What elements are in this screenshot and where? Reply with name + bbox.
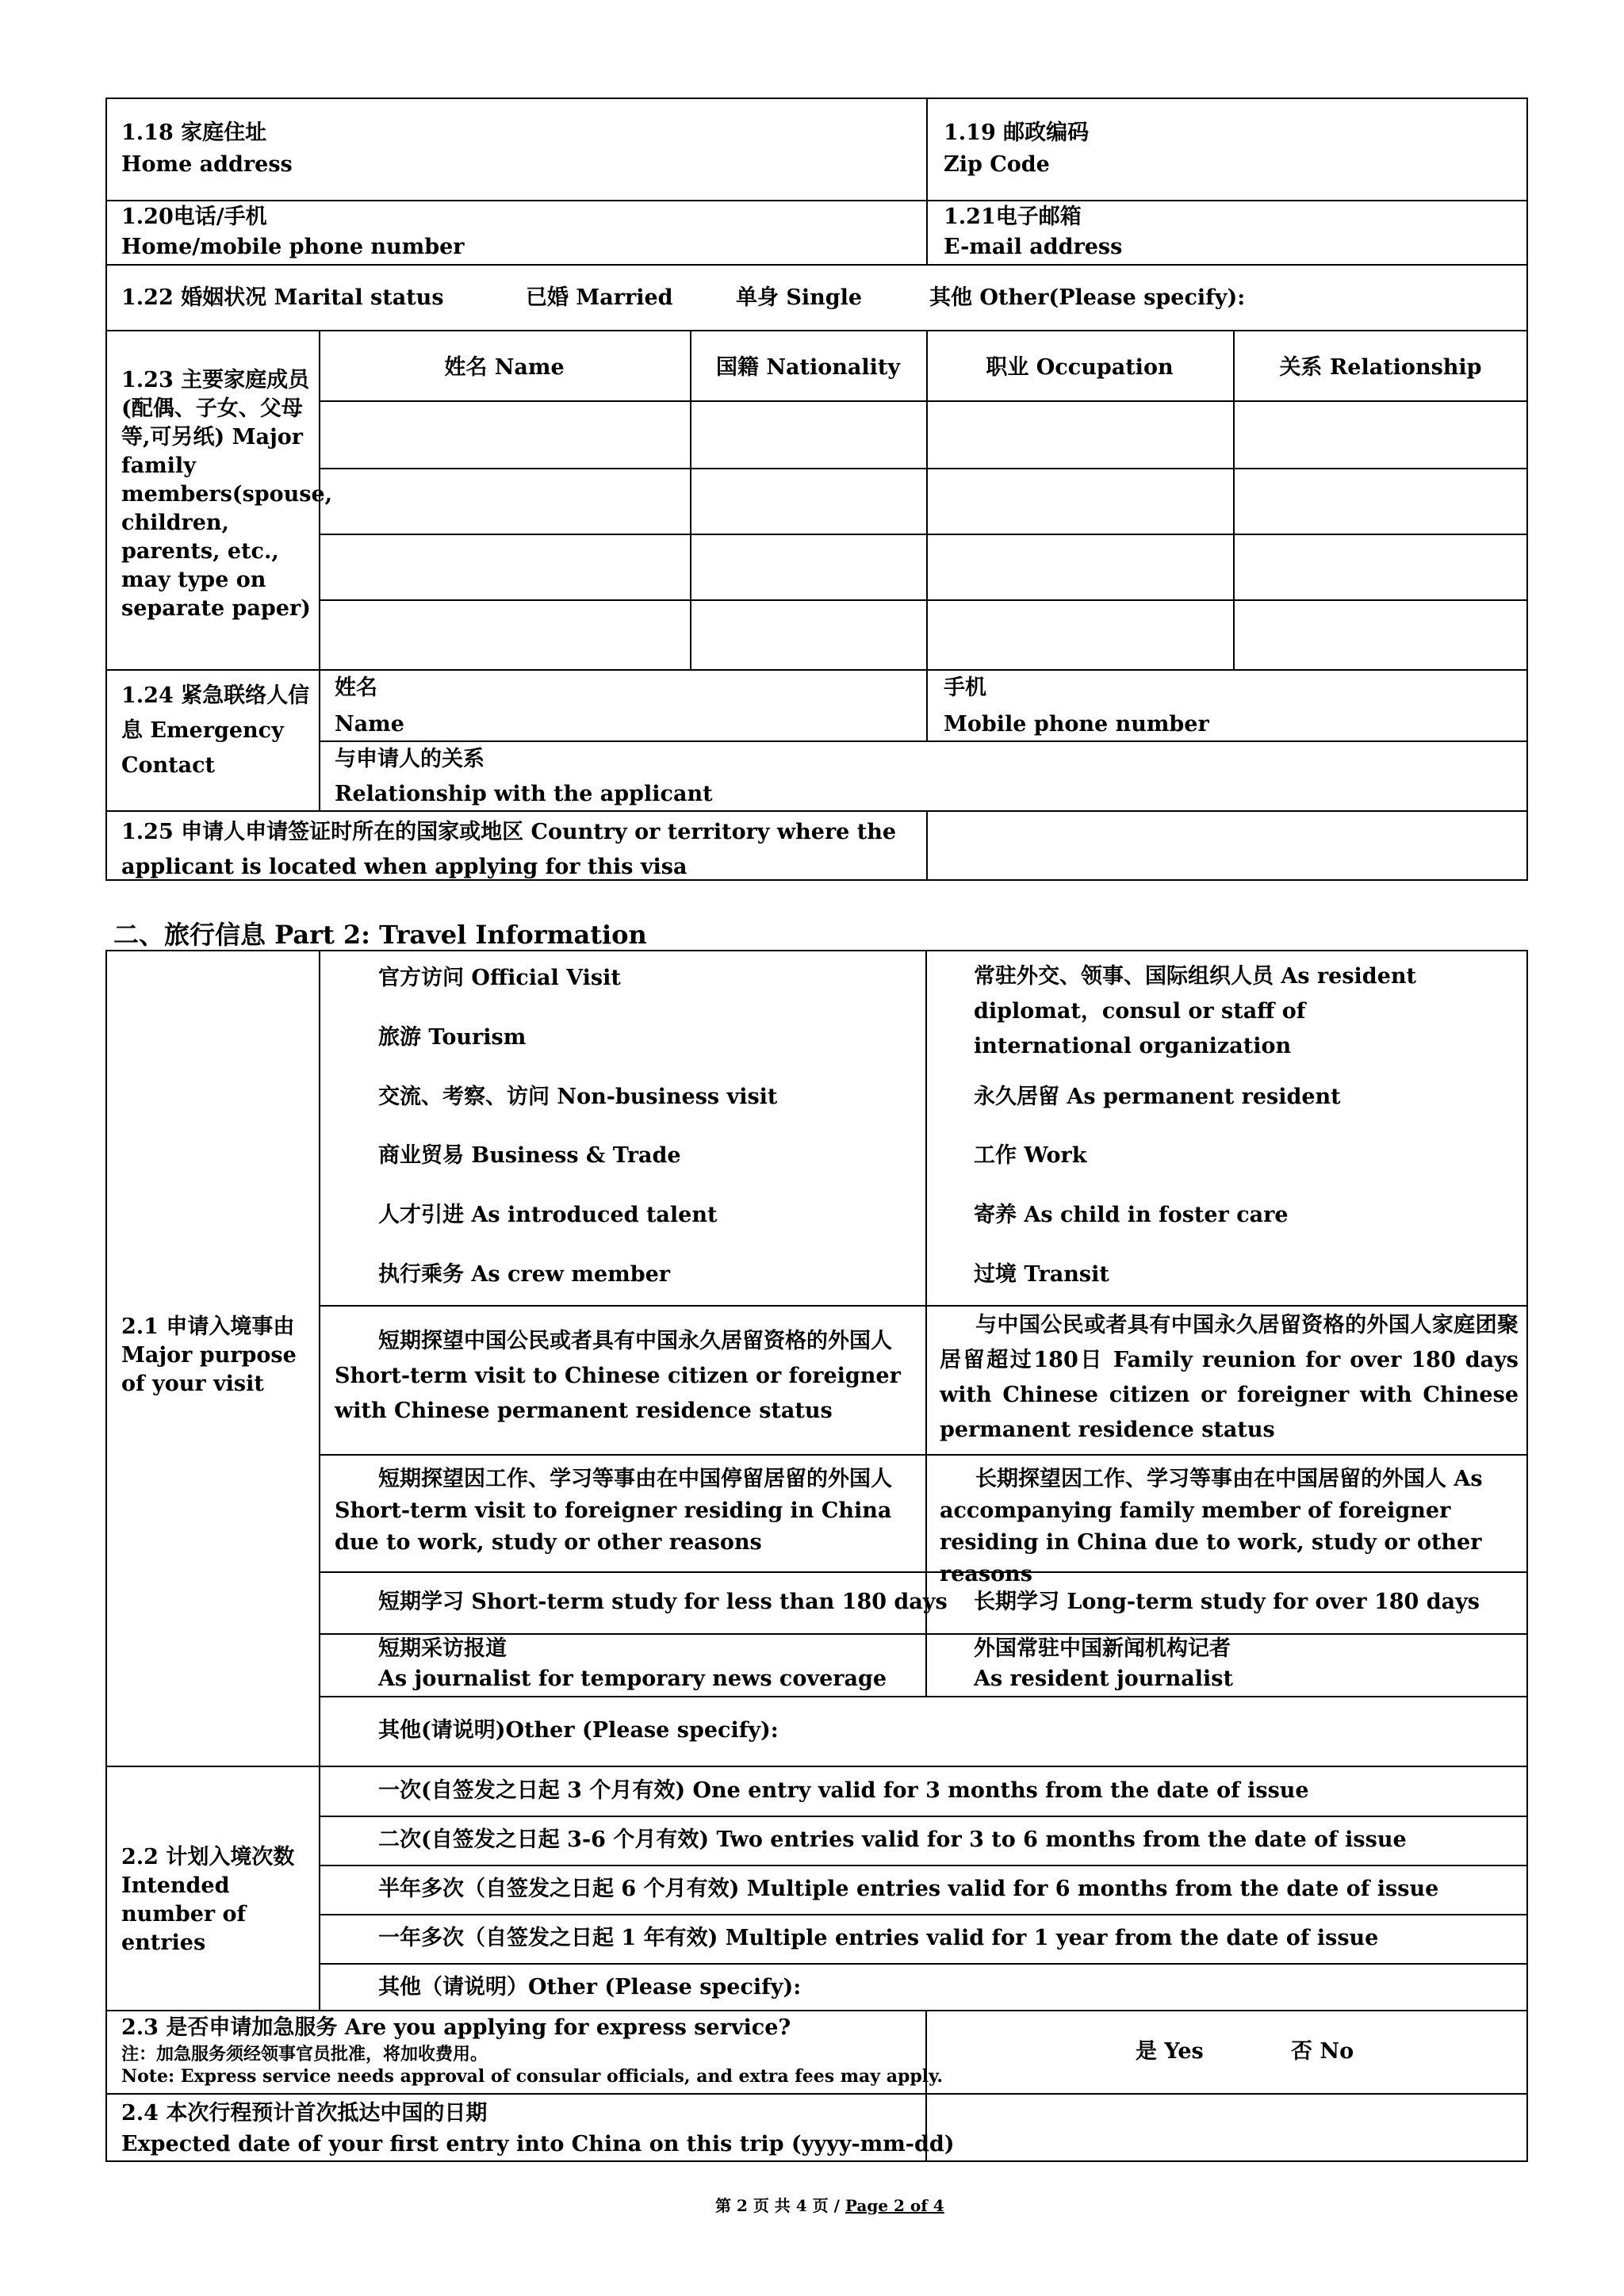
express-note-en: Note: Express service needs approval of consular officials, and extra fees may apply. (121, 2066, 944, 2087)
purpose-family-visit-short[interactable]: 短期探望中国公民或者具有中国永久居留资格的外国人 Short-term visit to Chinese citizen or foreigner with Chinese permanent residence status (335, 1329, 901, 1423)
marital-married-option[interactable]: 已婚 Married (526, 285, 673, 310)
purpose-journalist-resident-cn[interactable]: 外国常驻中国新闻机构记者 (974, 1636, 1231, 1661)
zip-code-label-cn: 1.19 邮政编码 (944, 121, 1090, 145)
email-label-en: E-mail address (944, 235, 1123, 259)
purpose-study-short[interactable]: 短期学习 Short-term study for less than 180 days (378, 1590, 948, 1614)
purpose-transit[interactable]: 过境 Transit (974, 1262, 1109, 1287)
purpose-foreigner-visit-short[interactable]: 短期探望因工作、学习等事由在中国停留居留的外国人 Short-term visit to foreigner residing in China due to work, study or other reasons (335, 1467, 892, 1555)
email-label-cn: 1.21电子邮箱 (944, 205, 1082, 229)
phone-field[interactable] (476, 205, 920, 260)
emergency-name-label-cn: 姓名 (335, 675, 377, 700)
purpose-resident-diplomat[interactable]: 常驻外交、领事、国际组织人员 As resident diplomat，consul or staff of international organization (974, 964, 1416, 1058)
emergency-name-label-en: Name (335, 712, 404, 737)
arrival-date-label-cn: 2.4 本次行程预计首次抵达中国的日期 (121, 2101, 488, 2126)
purpose-introduced-talent[interactable]: 人才引进 As introduced talent (378, 1203, 718, 1227)
country-territory-field[interactable] (928, 812, 1526, 879)
phone-label-cn: 1.20电话/手机 (121, 205, 267, 229)
family-header-relationship: 关系 Relationship (1279, 355, 1482, 380)
family-header-occupation: 职业 Occupation (986, 355, 1174, 380)
marital-single-option[interactable]: 单身 Single (736, 285, 863, 310)
entries-multiple-1-year[interactable]: 一年多次（自签发之日起 1 年有效) Multiple entries valid for 1 year from the date of issue (378, 1926, 1379, 1950)
family-row-2[interactable] (320, 469, 1526, 532)
family-members-label: 1.23 主要家庭成员(配偶、子女、父母等,可另纸) Major family members(spouse, children, parents, etc., may type on separate paper) (121, 368, 333, 621)
purpose-other[interactable]: 其他(请说明)Other (Please specify): (378, 1718, 779, 1743)
purpose-official-visit[interactable]: 官方访问 Official Visit (378, 966, 621, 990)
purpose-non-business-visit[interactable]: 交流、考察、访问 Non-business visit (378, 1085, 778, 1109)
purpose-foster-care[interactable]: 寄养 As child in foster care (974, 1203, 1289, 1227)
zip-code-field[interactable] (1189, 103, 1522, 195)
express-service-label: 2.3 是否申请加急服务 Are you applying for express service? (121, 2015, 791, 2040)
entries-one[interactable]: 一次(自签发之日起 3 个月有效) One entry valid for 3 months from the date of issue (378, 1778, 1309, 1803)
emergency-mobile-label-en: Mobile phone number (944, 712, 1209, 737)
purpose-journalist-resident-en: As resident journalist (974, 1667, 1233, 1691)
family-header-nationality: 国籍 Nationality (715, 355, 901, 380)
purpose-business-trade[interactable]: 商业贸易 Business & Trade (378, 1143, 681, 1168)
entries-label: 2.2 计划入境次数 Intended number of entries (121, 1845, 295, 1955)
marital-other-option[interactable]: 其他 Other(Please specify): (929, 285, 1246, 310)
purpose-journalist-short-cn[interactable]: 短期采访报道 (378, 1636, 507, 1661)
home-address-label-en: Home address (121, 152, 293, 177)
entries-two[interactable]: 二次(自签发之日起 3-6 个月有效) Two entries valid for 3 to 6 months from the date of issue (378, 1827, 1407, 1852)
purpose-work[interactable]: 工作 Work (974, 1143, 1087, 1168)
arrival-date-label-en: Expected date of your first entry into China on this trip (yyyy-mm-dd) (121, 2132, 955, 2156)
part2-title: 二、旅行信息 Part 2: Travel Information (113, 920, 647, 950)
purpose-foreigner-visit-long[interactable]: 长期探望因工作、学习等事由在中国居留的外国人 As accompanying family member of foreigner residing in China due to work, study or other reasons (940, 1467, 1483, 1586)
family-row-3[interactable] (320, 535, 1526, 598)
purpose-crew-member[interactable]: 执行乘务 As crew member (378, 1262, 671, 1287)
page-footer-en: Page 2 of 4 (845, 2196, 944, 2215)
family-row-4[interactable] (320, 601, 1526, 668)
emergency-relationship-label-en: Relationship with the applicant (335, 782, 713, 806)
express-no-option[interactable]: 否 No (1291, 2039, 1354, 2064)
family-header-name: 姓名 Name (444, 355, 565, 380)
page-footer-cn: 第 2 页 共 4 页 / (715, 2196, 845, 2215)
purpose-family-reunion[interactable]: 与中国公民或者具有中国永久居留资格的外国人家庭团聚居留超过180日 Family reunion for over 180 days with Chinese citizen or foreigner with Chinese permanent residence status (940, 1313, 1519, 1442)
zip-code-label-en: Zip Code (944, 152, 1050, 177)
home-address-label-cn: 1.18 家庭住址 (121, 121, 267, 145)
purpose-journalist-short-en: As journalist for temporary news coverage (378, 1667, 887, 1691)
express-yes-option[interactable]: 是 Yes (1136, 2039, 1204, 2064)
arrival-date-row (105, 2093, 1528, 2162)
country-territory-label: 1.25 申请人申请签证时所在的国家或地区 Country or territory where the applicant is located when applying for this visa (121, 820, 897, 879)
emergency-relationship-label-cn: 与申请人的关系 (335, 747, 485, 771)
purpose-study-long[interactable]: 长期学习 Long-term study for over 180 days (974, 1590, 1480, 1614)
purpose-tourism[interactable]: 旅游 Tourism (378, 1025, 527, 1050)
purpose-permanent-resident[interactable]: 永久居留 As permanent resident (974, 1085, 1341, 1109)
home-address-field[interactable] (444, 103, 920, 195)
marital-status-label: 1.22 婚姻状况 Marital status (121, 285, 444, 310)
page-footer (715, 2193, 944, 2216)
email-field[interactable] (1189, 205, 1522, 260)
emergency-mobile-label-cn: 手机 (944, 675, 986, 700)
phone-label-en: Home/mobile phone number (121, 235, 465, 259)
entries-other[interactable]: 其他（请说明）Other (Please specify): (378, 1975, 802, 1999)
purpose-label: 2.1 申请入境事由 Major purpose of your visit (121, 1314, 297, 1396)
family-row-1[interactable] (320, 402, 1526, 466)
entries-multiple-6-months[interactable]: 半年多次（自签发之日起 6 个月有效) Multiple entries valid for 6 months from the date of issue (378, 1877, 1439, 1901)
emergency-contact-label: 1.24 紧急联络人信息 Emergency Contact (121, 683, 310, 778)
express-note-cn: 注：加急服务须经领事官员批准，将加收费用。 (121, 2044, 488, 2064)
